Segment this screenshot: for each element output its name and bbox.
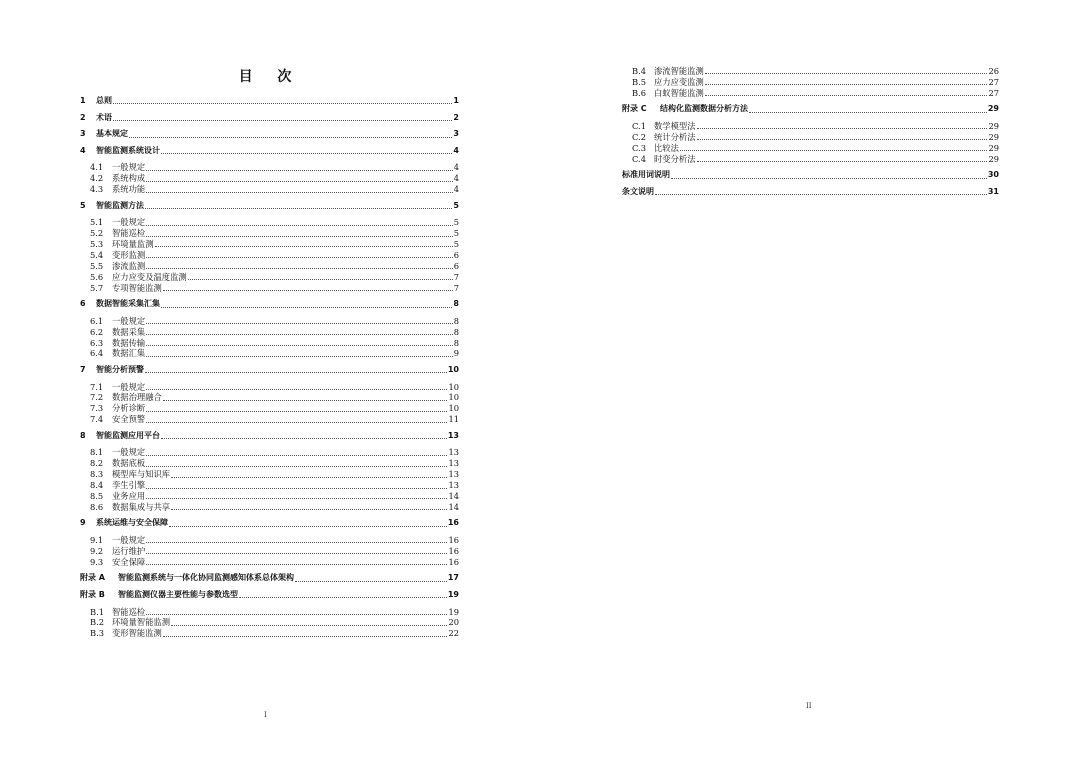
toc-entry[interactable] <box>80 535 459 546</box>
toc-entry-number: B.2 <box>90 617 105 628</box>
dot-leader <box>163 400 448 401</box>
toc-entry-page: 6 <box>453 260 459 271</box>
dot-leader <box>171 477 447 478</box>
dot-leader <box>161 438 447 439</box>
toc-entry[interactable] <box>80 250 459 261</box>
toc-entry[interactable] <box>80 458 459 469</box>
toc-entry[interactable] <box>80 217 459 228</box>
toc-entry-page: 5 <box>453 228 459 239</box>
toc-entry-page: 13 <box>447 430 459 440</box>
dot-leader <box>146 356 453 357</box>
toc-entry-number: 5.5 <box>90 260 104 271</box>
toc-entry-label: 术语 <box>96 112 112 122</box>
toc-entry[interactable] <box>622 187 999 198</box>
toc-entry-label: 数据集成与共享 <box>112 501 171 512</box>
toc-entry[interactable] <box>80 283 459 294</box>
toc-entry[interactable] <box>80 447 459 458</box>
dot-leader <box>188 279 453 280</box>
toc-entry[interactable] <box>622 88 999 99</box>
toc-entry-page: 29 <box>988 120 999 131</box>
toc-entry-number: B.1 <box>90 606 105 617</box>
dot-leader <box>145 372 447 373</box>
toc-entry-label: 渗流监测 <box>112 260 146 271</box>
toc-entry-label: 一般规定 <box>112 535 146 546</box>
toc-entry-number: 6 <box>80 299 86 309</box>
toc-entry[interactable] <box>80 327 459 338</box>
toc-entry-number: 9.1 <box>90 535 104 546</box>
toc-entry-number: B.3 <box>90 628 105 639</box>
toc-list-left <box>80 96 459 639</box>
toc-entry-label: 环境量智能监测 <box>112 617 171 628</box>
toc-entry-label: 运行维护 <box>112 545 146 556</box>
dot-leader <box>113 120 452 121</box>
dot-leader <box>146 192 453 193</box>
toc-entry-number: 3 <box>80 129 86 139</box>
toc-entry-label: 一般规定 <box>112 381 146 392</box>
dot-leader <box>146 345 453 346</box>
toc-entry-number: 9 <box>80 518 86 528</box>
toc-title: 目 次 <box>238 69 302 85</box>
dot-leader <box>146 225 453 226</box>
toc-entry-number: 1 <box>80 96 86 105</box>
toc-entry[interactable] <box>80 299 459 310</box>
toc-entry-number: 4.2 <box>90 173 104 184</box>
toc-entry[interactable] <box>80 316 459 327</box>
toc-entry-label: 智能巡检 <box>112 606 146 617</box>
toc-entry[interactable] <box>80 129 459 140</box>
toc-entry-label: 统计分析法 <box>654 131 696 142</box>
toc-entry[interactable] <box>80 348 459 359</box>
toc-entry-number: 6.1 <box>90 315 104 326</box>
toc-entry-label: 智能分析预警 <box>96 365 144 374</box>
dot-leader <box>113 103 452 104</box>
toc-entry-number: 7.2 <box>90 392 104 403</box>
toc-entry-number: 8.1 <box>90 447 104 458</box>
dot-leader <box>163 290 453 291</box>
toc-entry[interactable] <box>80 414 459 425</box>
dot-leader <box>145 208 452 209</box>
toc-entry-page: 4 <box>453 173 459 184</box>
dot-leader <box>671 178 987 179</box>
toc-entry-label: 比较法 <box>654 142 679 153</box>
toc-entry-page: 4 <box>453 184 459 195</box>
toc-entry-page: 29 <box>988 142 999 153</box>
page-number-right: II <box>806 702 812 710</box>
toc-entry-number: 9.3 <box>90 556 104 567</box>
toc-entry-number: 7.3 <box>90 403 104 414</box>
dot-leader <box>146 323 453 324</box>
dot-leader <box>146 334 453 335</box>
toc-entry[interactable] <box>622 143 999 154</box>
toc-entry-page: 19 <box>448 606 459 617</box>
toc-entry-number: 8.3 <box>90 469 104 480</box>
toc-entry[interactable] <box>80 573 459 584</box>
toc-entry-number: 5 <box>80 200 86 210</box>
dot-leader <box>749 112 987 113</box>
toc-entry-page: 13 <box>448 469 459 480</box>
toc-entry-label: 系统运维与安全保障 <box>96 518 168 528</box>
dot-leader <box>146 553 447 554</box>
toc-entry-number: 5.6 <box>90 271 104 282</box>
dot-leader <box>161 153 452 154</box>
dot-leader <box>129 137 452 138</box>
toc-entry-label: 安全保障 <box>112 556 146 567</box>
dot-leader <box>146 268 453 269</box>
toc-entry-page: 9 <box>453 348 459 359</box>
toc-entry[interactable] <box>622 132 999 143</box>
toc-entry[interactable] <box>622 121 999 132</box>
toc-entry-page: 27 <box>988 87 999 98</box>
toc-entry-number: 5.3 <box>90 239 104 250</box>
toc-entry-label: 数据治理融合 <box>112 392 162 403</box>
dot-leader <box>655 194 987 195</box>
toc-entry[interactable] <box>80 480 459 491</box>
toc-entry-page: 5 <box>453 200 459 210</box>
toc-entry-number: 5.7 <box>90 282 104 293</box>
dot-leader <box>146 614 447 615</box>
dot-leader <box>146 498 447 499</box>
toc-entry-number: 8.2 <box>90 458 104 469</box>
toc-entry-label: 数据采集 <box>112 326 146 337</box>
toc-entry-page: 29 <box>987 104 999 114</box>
toc-entry[interactable] <box>622 154 999 165</box>
toc-entry-page: 10 <box>448 392 459 403</box>
toc-entry-label: 环境量监测 <box>112 239 154 250</box>
toc-entry-label: 数据传输 <box>112 337 146 348</box>
toc-entry-label: 结构化监测数据分析方法 <box>660 104 748 114</box>
toc-entry-page: 8 <box>453 337 459 348</box>
toc-entry-page: 2 <box>453 112 459 122</box>
toc-entry-number: 5.2 <box>90 228 104 239</box>
toc-entry-label: 变形智能监测 <box>112 628 162 639</box>
toc-entry-label: 条文说明 <box>622 186 654 196</box>
toc-entry-number: B.5 <box>632 76 647 87</box>
dot-leader <box>155 246 453 247</box>
toc-entry-label: 一般规定 <box>112 162 146 173</box>
dot-leader <box>705 73 988 74</box>
toc-entry[interactable] <box>80 590 459 601</box>
toc-entry-label: 安全预警 <box>112 414 146 425</box>
toc-entry-page: 10 <box>448 381 459 392</box>
toc-entry[interactable] <box>80 628 459 639</box>
toc-entry-label: 系统构成 <box>112 173 146 184</box>
toc-entry-label: 数据汇集 <box>112 348 146 359</box>
dot-leader <box>146 466 447 467</box>
toc-entry[interactable] <box>80 272 459 283</box>
toc-entry-label: 模型库与知识库 <box>112 469 171 480</box>
toc-entry[interactable] <box>80 469 459 480</box>
dot-leader <box>146 257 453 258</box>
toc-entry[interactable] <box>80 403 459 414</box>
toc-entry[interactable] <box>622 66 999 77</box>
toc-entry-page: 10 <box>447 365 459 374</box>
toc-entry-number: 8.4 <box>90 480 104 491</box>
page-number-left: I <box>264 711 267 719</box>
toc-entry[interactable] <box>80 518 459 529</box>
toc-entry-label: 智能监测系统设计 <box>96 145 160 155</box>
toc-entry-label: 数据底板 <box>112 458 146 469</box>
dot-leader <box>171 625 447 626</box>
toc-entry-page: 10 <box>448 403 459 414</box>
toc-entry-page: 30 <box>987 170 999 180</box>
toc-entry-number: 附录 C <box>622 104 647 114</box>
toc-entry[interactable] <box>80 502 459 513</box>
toc-entry-label: 一般规定 <box>112 447 146 458</box>
toc-entry-page: 22 <box>448 628 459 639</box>
dot-leader <box>146 170 453 171</box>
toc-entry-number: 7.4 <box>90 414 104 425</box>
toc-entry-page: 16 <box>447 518 459 528</box>
toc-entry-page: 31 <box>987 186 999 196</box>
toc-entry-page: 27 <box>988 76 999 87</box>
toc-entry[interactable] <box>622 104 999 115</box>
toc-entry-page: 11 <box>448 414 459 425</box>
toc-entry[interactable] <box>80 146 459 157</box>
toc-entry-page: 20 <box>448 617 459 628</box>
toc-entry-page: 13 <box>448 458 459 469</box>
toc-entry[interactable] <box>80 431 459 442</box>
toc-entry-number: 6.4 <box>90 348 104 359</box>
dot-leader <box>146 564 447 565</box>
toc-entry-number: B.6 <box>632 87 647 98</box>
toc-entry-page: 13 <box>448 480 459 491</box>
toc-entry-label: 一般规定 <box>112 315 146 326</box>
toc-entry[interactable] <box>80 173 459 184</box>
toc-entry-number: 5.1 <box>90 217 104 228</box>
toc-entry-number: 4.3 <box>90 184 104 195</box>
toc-entry-number: 4.1 <box>90 162 104 173</box>
dot-leader <box>146 389 447 390</box>
toc-entry-label: 总则 <box>96 96 112 105</box>
toc-entry-number: 8.5 <box>90 490 104 501</box>
dot-leader <box>697 128 988 129</box>
toc-entry-page: 5 <box>453 217 459 228</box>
toc-entry[interactable] <box>80 201 459 212</box>
dot-leader <box>163 636 448 637</box>
toc-entry-number: C.2 <box>632 131 646 142</box>
toc-entry-page: 7 <box>453 282 459 293</box>
toc-entry-label: 业务应用 <box>112 490 146 501</box>
toc-entry-number: 6.2 <box>90 326 104 337</box>
toc-entry-label: 专项智能监测 <box>112 282 162 293</box>
dot-leader <box>697 139 988 140</box>
toc-entry-number: 7 <box>80 365 86 374</box>
toc-entry-label: 标准用词说明 <box>622 170 670 180</box>
toc-entry-number: 9.2 <box>90 545 104 556</box>
toc-entry-label: 渗流智能监测 <box>654 66 704 76</box>
toc-entry-page: 8 <box>453 315 459 326</box>
toc-entry-label: 应力应变及温度监测 <box>112 271 187 282</box>
toc-entry-page: 8 <box>453 299 459 309</box>
toc-entry-page: 8 <box>453 326 459 337</box>
dot-leader <box>697 161 988 162</box>
toc-entry[interactable] <box>80 338 459 349</box>
toc-entry-number: C.1 <box>632 120 646 131</box>
toc-entry[interactable] <box>622 170 999 181</box>
toc-entry-number: B.4 <box>632 66 647 76</box>
toc-entry-label: 应力应变监测 <box>654 76 704 87</box>
toc-entry[interactable] <box>80 491 459 502</box>
toc-entry-page: 29 <box>988 153 999 164</box>
toc-page-right <box>540 0 1080 764</box>
toc-entry-page: 4 <box>453 162 459 173</box>
dot-leader <box>169 526 447 527</box>
toc-entry-number: C.3 <box>632 142 646 153</box>
dot-leader <box>146 181 453 182</box>
toc-entry-page: 6 <box>453 249 459 260</box>
toc-entry[interactable] <box>80 392 459 403</box>
dot-leader <box>146 542 447 543</box>
toc-entry[interactable] <box>80 261 459 272</box>
dot-leader <box>161 307 452 308</box>
toc-entry-number: 8.6 <box>90 501 104 512</box>
toc-entry-label: 智能巡检 <box>112 228 146 239</box>
toc-entry-label: 智能监测方法 <box>96 200 144 210</box>
toc-entry-page: 7 <box>453 271 459 282</box>
toc-entry[interactable] <box>80 365 459 376</box>
toc-entry-page: 29 <box>988 131 999 142</box>
toc-entry-number: 附录 A <box>80 573 105 583</box>
toc-entry-page: 14 <box>448 501 459 512</box>
toc-entry-label: 智能监测仪器主要性能与参数选型 <box>118 589 238 599</box>
toc-entry-page: 16 <box>448 545 459 556</box>
toc-entry-label: 基本规定 <box>96 129 128 139</box>
dot-leader <box>239 597 447 598</box>
toc-entry[interactable] <box>80 607 459 618</box>
dot-leader <box>146 455 447 456</box>
toc-entry[interactable] <box>80 228 459 239</box>
toc-entry-number: 7.1 <box>90 381 104 392</box>
toc-entry-label: 孪生引擎 <box>112 480 146 491</box>
toc-entry-number: 8 <box>80 430 86 440</box>
toc-entry-page: 5 <box>453 239 459 250</box>
toc-list-right <box>622 66 999 198</box>
toc-entry-page: 16 <box>448 535 459 546</box>
toc-entry-label: 变形监测 <box>112 249 146 260</box>
toc-entry-page: 13 <box>448 447 459 458</box>
toc-entry-label: 数学模型法 <box>654 120 696 131</box>
toc-entry[interactable] <box>622 77 999 88</box>
toc-entry[interactable] <box>80 546 459 557</box>
dot-leader <box>171 509 447 510</box>
toc-entry-page: 26 <box>988 66 999 76</box>
toc-entry[interactable] <box>80 96 459 107</box>
toc-entry-page: 19 <box>447 589 459 599</box>
toc-entry[interactable] <box>80 184 459 195</box>
toc-entry[interactable] <box>80 617 459 628</box>
toc-entry-number: 6.3 <box>90 337 104 348</box>
dot-leader <box>680 150 988 151</box>
toc-entry[interactable] <box>80 382 459 393</box>
dot-leader <box>146 236 453 237</box>
toc-entry-label: 一般规定 <box>112 217 146 228</box>
toc-entry-label: 智能监测应用平台 <box>96 430 160 440</box>
toc-entry-label: 系统功能 <box>112 184 146 195</box>
toc-entry[interactable] <box>80 113 459 124</box>
dot-leader <box>705 84 988 85</box>
toc-entry[interactable] <box>80 557 459 568</box>
toc-entry-label: 数据智能采集汇集 <box>96 299 160 309</box>
toc-entry-label: 智能监测系统与一体化协同监测感知体系总体架构 <box>118 573 294 583</box>
toc-entry-page: 16 <box>448 556 459 567</box>
toc-entry-number: C.4 <box>632 153 646 164</box>
toc-entry-label: 白蚁智能监测 <box>654 87 704 98</box>
dot-leader <box>146 488 447 489</box>
dot-leader <box>705 95 988 96</box>
toc-entry-page: 4 <box>453 145 459 155</box>
dot-leader <box>146 411 447 412</box>
dot-leader <box>295 581 447 582</box>
toc-entry-page: 14 <box>448 490 459 501</box>
toc-entry-number: 2 <box>80 112 86 122</box>
toc-entry[interactable] <box>80 162 459 173</box>
toc-entry[interactable] <box>80 239 459 250</box>
toc-entry-label: 时变分析法 <box>654 153 696 164</box>
toc-entry-number: 4 <box>80 145 86 155</box>
toc-entry-page: 3 <box>453 129 459 139</box>
toc-entry-page: 1 <box>453 96 459 105</box>
toc-entry-label: 分析诊断 <box>112 403 146 414</box>
toc-entry-number: 5.4 <box>90 249 104 260</box>
toc-entry-page: 17 <box>447 573 459 583</box>
dot-leader <box>146 422 447 423</box>
toc-entry-number: 附录 B <box>80 589 105 599</box>
